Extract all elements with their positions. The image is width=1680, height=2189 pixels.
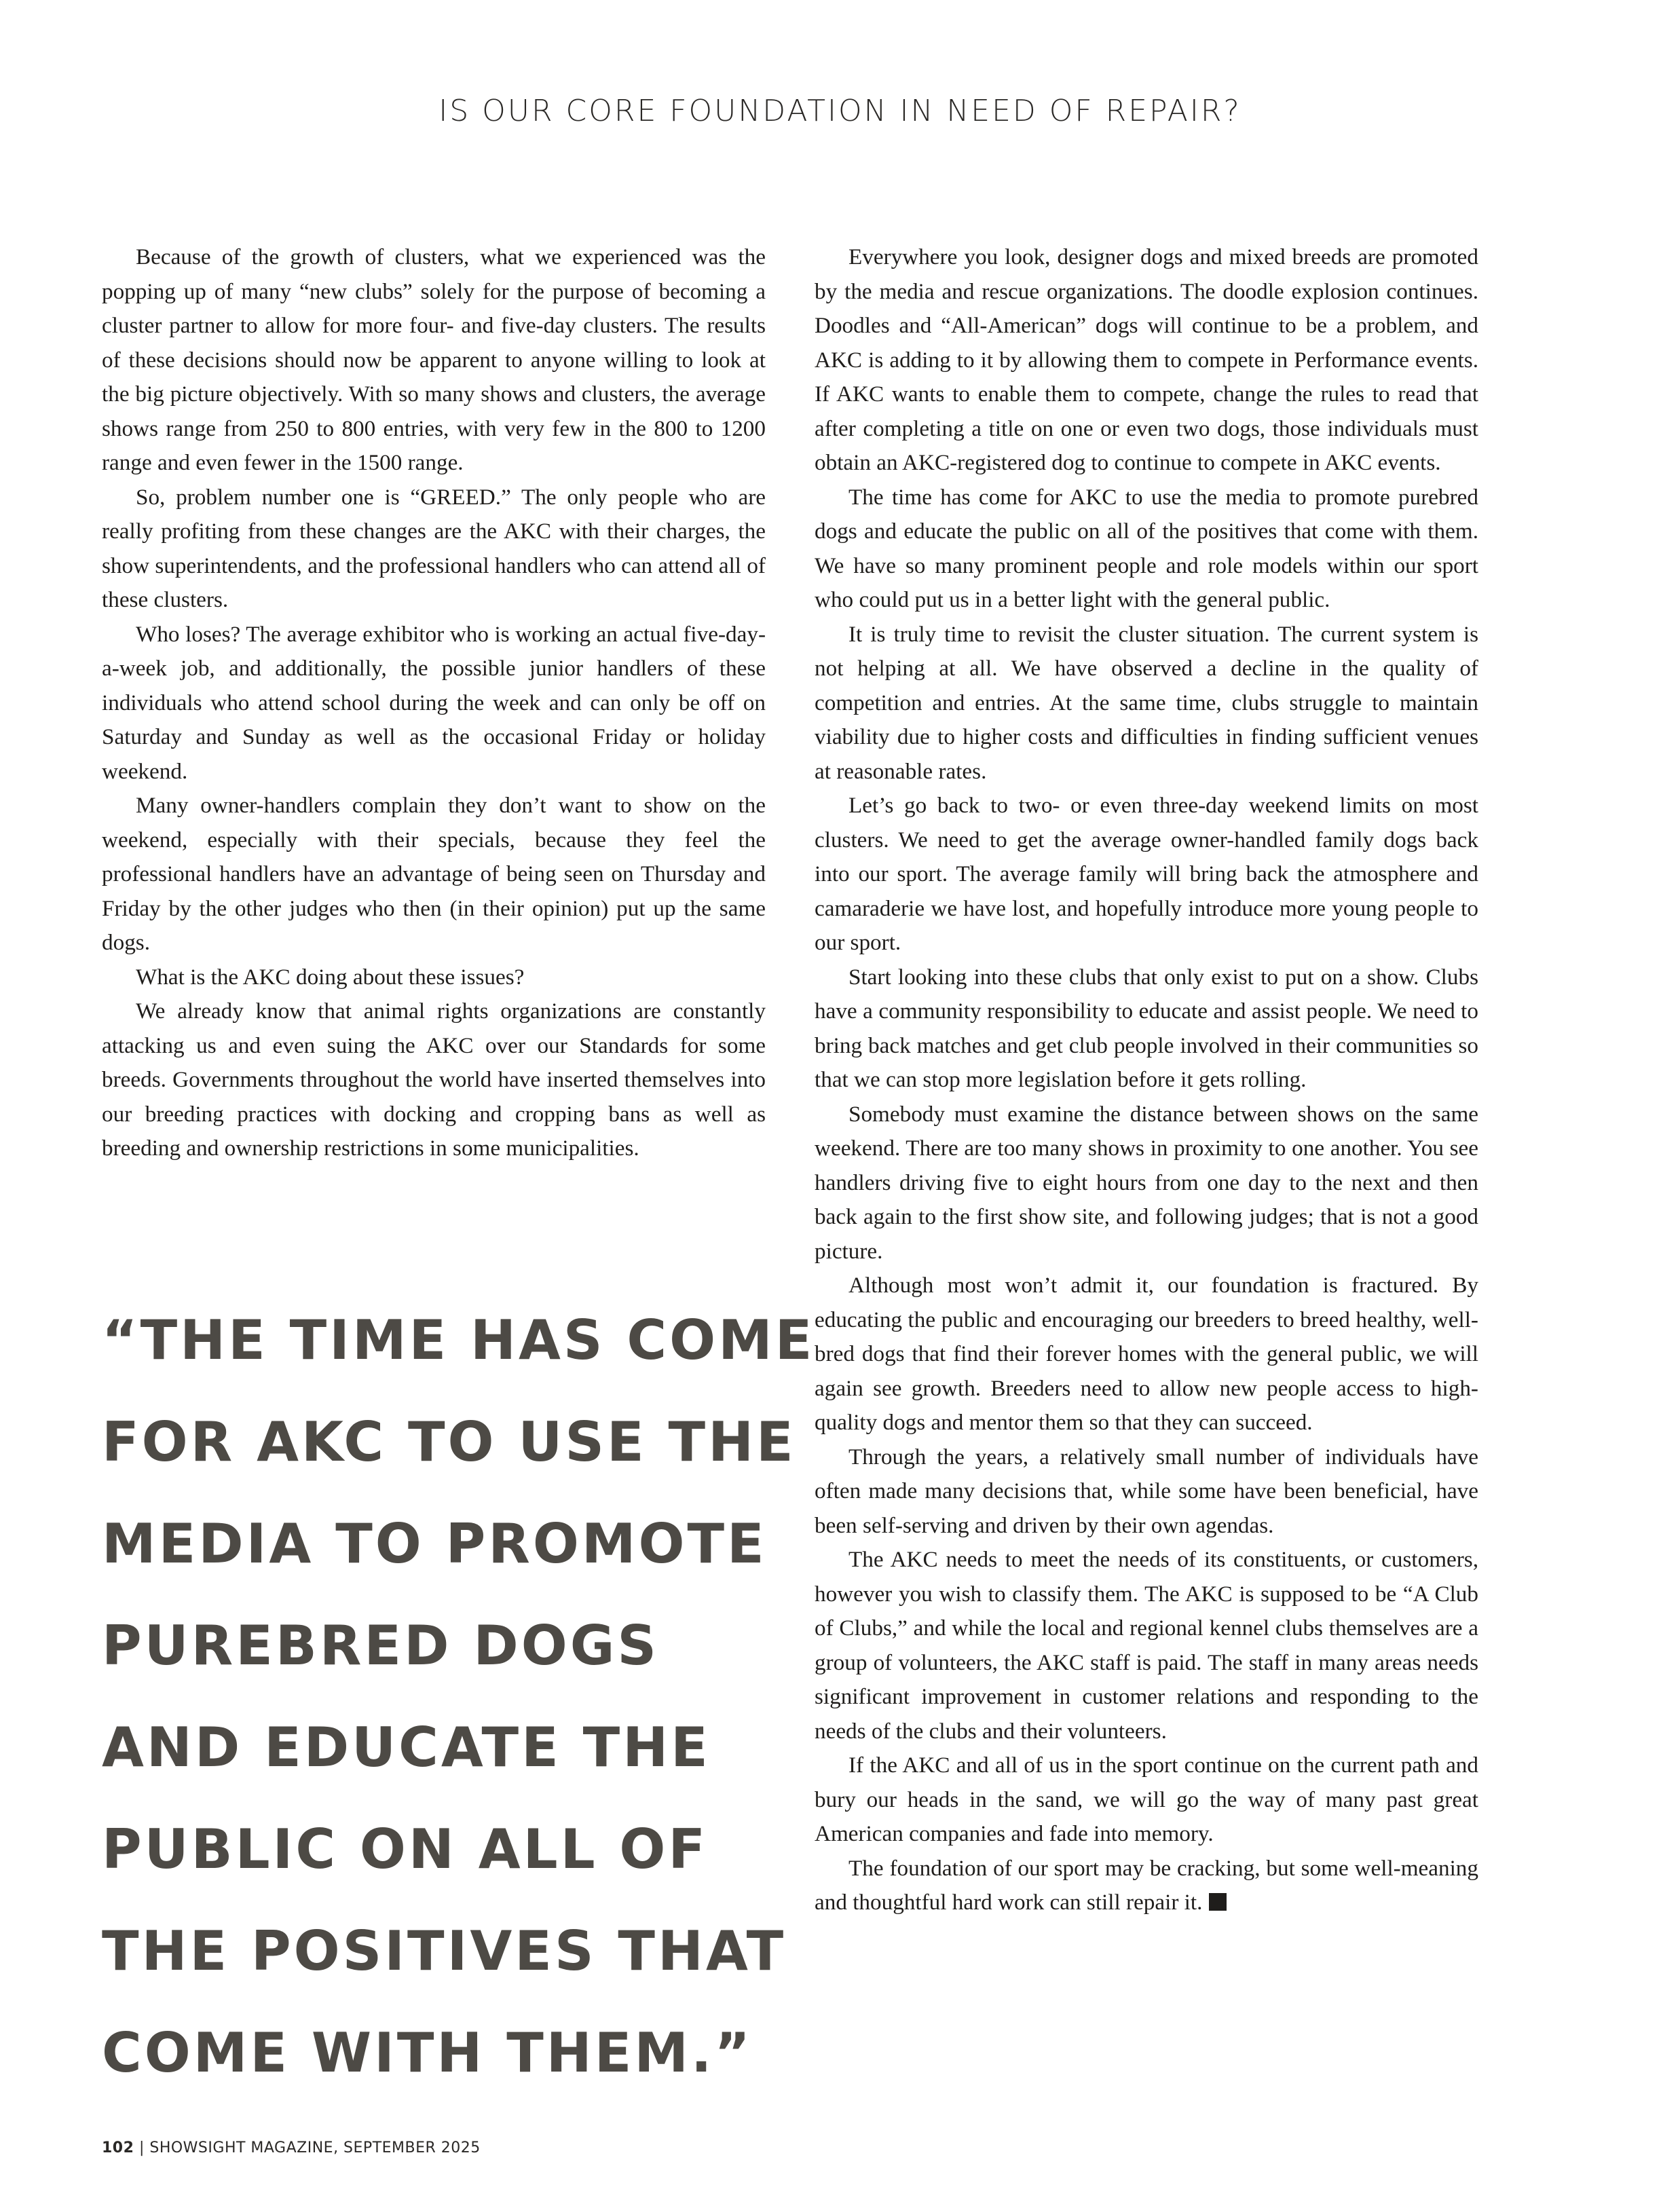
body-paragraph: If the AKC and all of us in the sport continue on the current path and bury our heads in the sand, we will go the way of many past great American companies and fade into memory. [815,1753,1478,1846]
body-paragraph: Everywhere you look, designer dogs and mixed breeds are promoted by the media and rescue organizations. The doodle explosion continues. Doodles and “All-American” dogs will continue to be a problem, and AKC is adding to it by allowing them to compete in Performance events. If AKC wants to enable them to compete, change the rules to read that after completing a title on one or even two dogs, those individuals must obtain an AKC-registered dog to continue to compete in AKC events. [815,244,1478,475]
pull-quote-line: FOR AKC TO USE THE [102,1410,796,1474]
final-paragraph [815,1852,1478,1920]
pull-quote-line: MEDIA TO PROMOTE [102,1512,767,1575]
body-paragraph: So, problem number one is “GREED.” The only people who are really profiting from these changes are the AKC with their charges, the show superintendents, and the professional handlers who can attend all of these clusters. [102,484,766,612]
publication-name: SHOWSIGHT MAGAZINE, SEPTEMBER 2025 [149,2139,481,2156]
pull-quote-line: AND EDUCATE THE [102,1716,711,1779]
page-number: 102 [102,2139,134,2156]
body-paragraph: Although most won’t admit it, our foundation is fractured. By educating the public and encouraging our breeders to breed healthy, well-bred dogs that find their forever homes with the general public, we will again see growth. Breeders need to allow new people access to high-quality dogs and mentor them so that they can succeed. [815,1273,1478,1435]
body-paragraph: Through the years, a relatively small number of individuals have often made many decisions that, while some have been beneficial, have been self-serving and driven by their own agendas. [815,1444,1478,1538]
body-paragraph: The AKC needs to meet the needs of its constituents, or customers, however you wish to classify them. The AKC is supposed to be “A Club of Clubs,” and while the local and regional kennel clubs themselves are a group of volunteers, the AKC staff is paid. The staff in many areas needs significant improvement in customer relations and responding to the needs of the clubs and their volunteers. [815,1547,1478,1744]
pull-quote [102,1290,815,2104]
pull-quote-line: “THE TIME HAS COME [102,1309,815,1372]
article-running-title: IS OUR CORE FOUNDATION IN NEED OF REPAIR? [438,94,1242,128]
body-paragraph: We already know that animal rights organizations are constantly attacking us and even suing the AKC over our Standards for some breeds. Governments throughout the world have inserted themselves into our breeding practices with docking and cropping bans as well as breeding and ownership restrictions in some municipalities. [102,998,766,1161]
body-paragraph: Because of the growth of clusters, what we experienced was the popping up of many “new clubs” solely for the purpose of becoming a cluster partner to allow for more four- and five-day clusters. The results of these decisions should now be apparent to anyone willing to look at the big picture objectively. With so many shows and clusters, the average shows range from 250 to 800 entries, with very few in the 800 to 1200 range and even fewer in the 1500 range. [102,244,766,475]
pull-quote-line: COME WITH THEM.” [102,2021,753,2084]
body-paragraph: It is truly time to revisit the cluster situation. The current system is not helping at all. We have observed a decline in the quality of competition and entries. At the same time, clubs struggle to maintain viability due to higher costs and difficulties in finding sufficient venues at reasonable rates. [815,621,1478,784]
pull-quote-line: THE POSITIVES THAT [102,1920,787,1983]
right-text-column [815,240,1478,1920]
body-paragraph: Start looking into these clubs that only exist to put on a show. Clubs have a community responsibility to educate and assist people. We need to bring back matches and get club people involved in their communities so that we can stop more legislation before it gets rolling. [815,964,1478,1092]
body-paragraph: The time has come for AKC to use the media to promote purebred dogs and educate the public on all of the positives that come with them. We have so many prominent people and role models within our sport who could put us in a better light with the general public. [815,484,1478,612]
left-text-column [102,240,766,1166]
page-footer [102,2139,481,2156]
body-paragraph: Many owner-handlers complain they don’t want to show on the weekend, especially with their specials, because they feel the professional handlers have an advantage of being seen on Thursday and Friday by the other judges who then (in their opinion) put up the same dogs. [102,793,766,955]
pull-quote-line: PUREBRED DOGS [102,1614,660,1677]
body-paragraph: What is the AKC doing about these issues? [136,964,525,990]
final-paragraph-text: The foundation of our sport may be cracking, but some well-meaning and thoughtful hard work can still repair it. [815,1855,1478,1915]
pull-quote-line: PUBLIC ON ALL OF [102,1818,709,1881]
end-of-article-square-icon [1209,1893,1227,1911]
body-paragraph: Who loses? The average exhibitor who is working an actual five-day-a-week job, and additionally, the possible junior handlers of these individuals who attend school during the week and can only be off on Saturday and Sunday as well as the occasional Friday or holiday weekend. [102,621,766,784]
footer-separator: | [138,2139,145,2156]
body-paragraph: Let’s go back to two- or even three-day weekend limits on most clusters. We need to get the average owner-handled family dogs back into our sport. The average family will bring back the atmosphere and camaraderie we have lost, and hopefully introduce more young people to our sport. [815,793,1478,955]
body-paragraph: Somebody must examine the distance between shows on the same weekend. There are too many shows in proximity to one another. You see handlers driving five to eight hours from one day to the next and then back again to the first show site, and following judges; that is not a good picture. [815,1101,1478,1264]
